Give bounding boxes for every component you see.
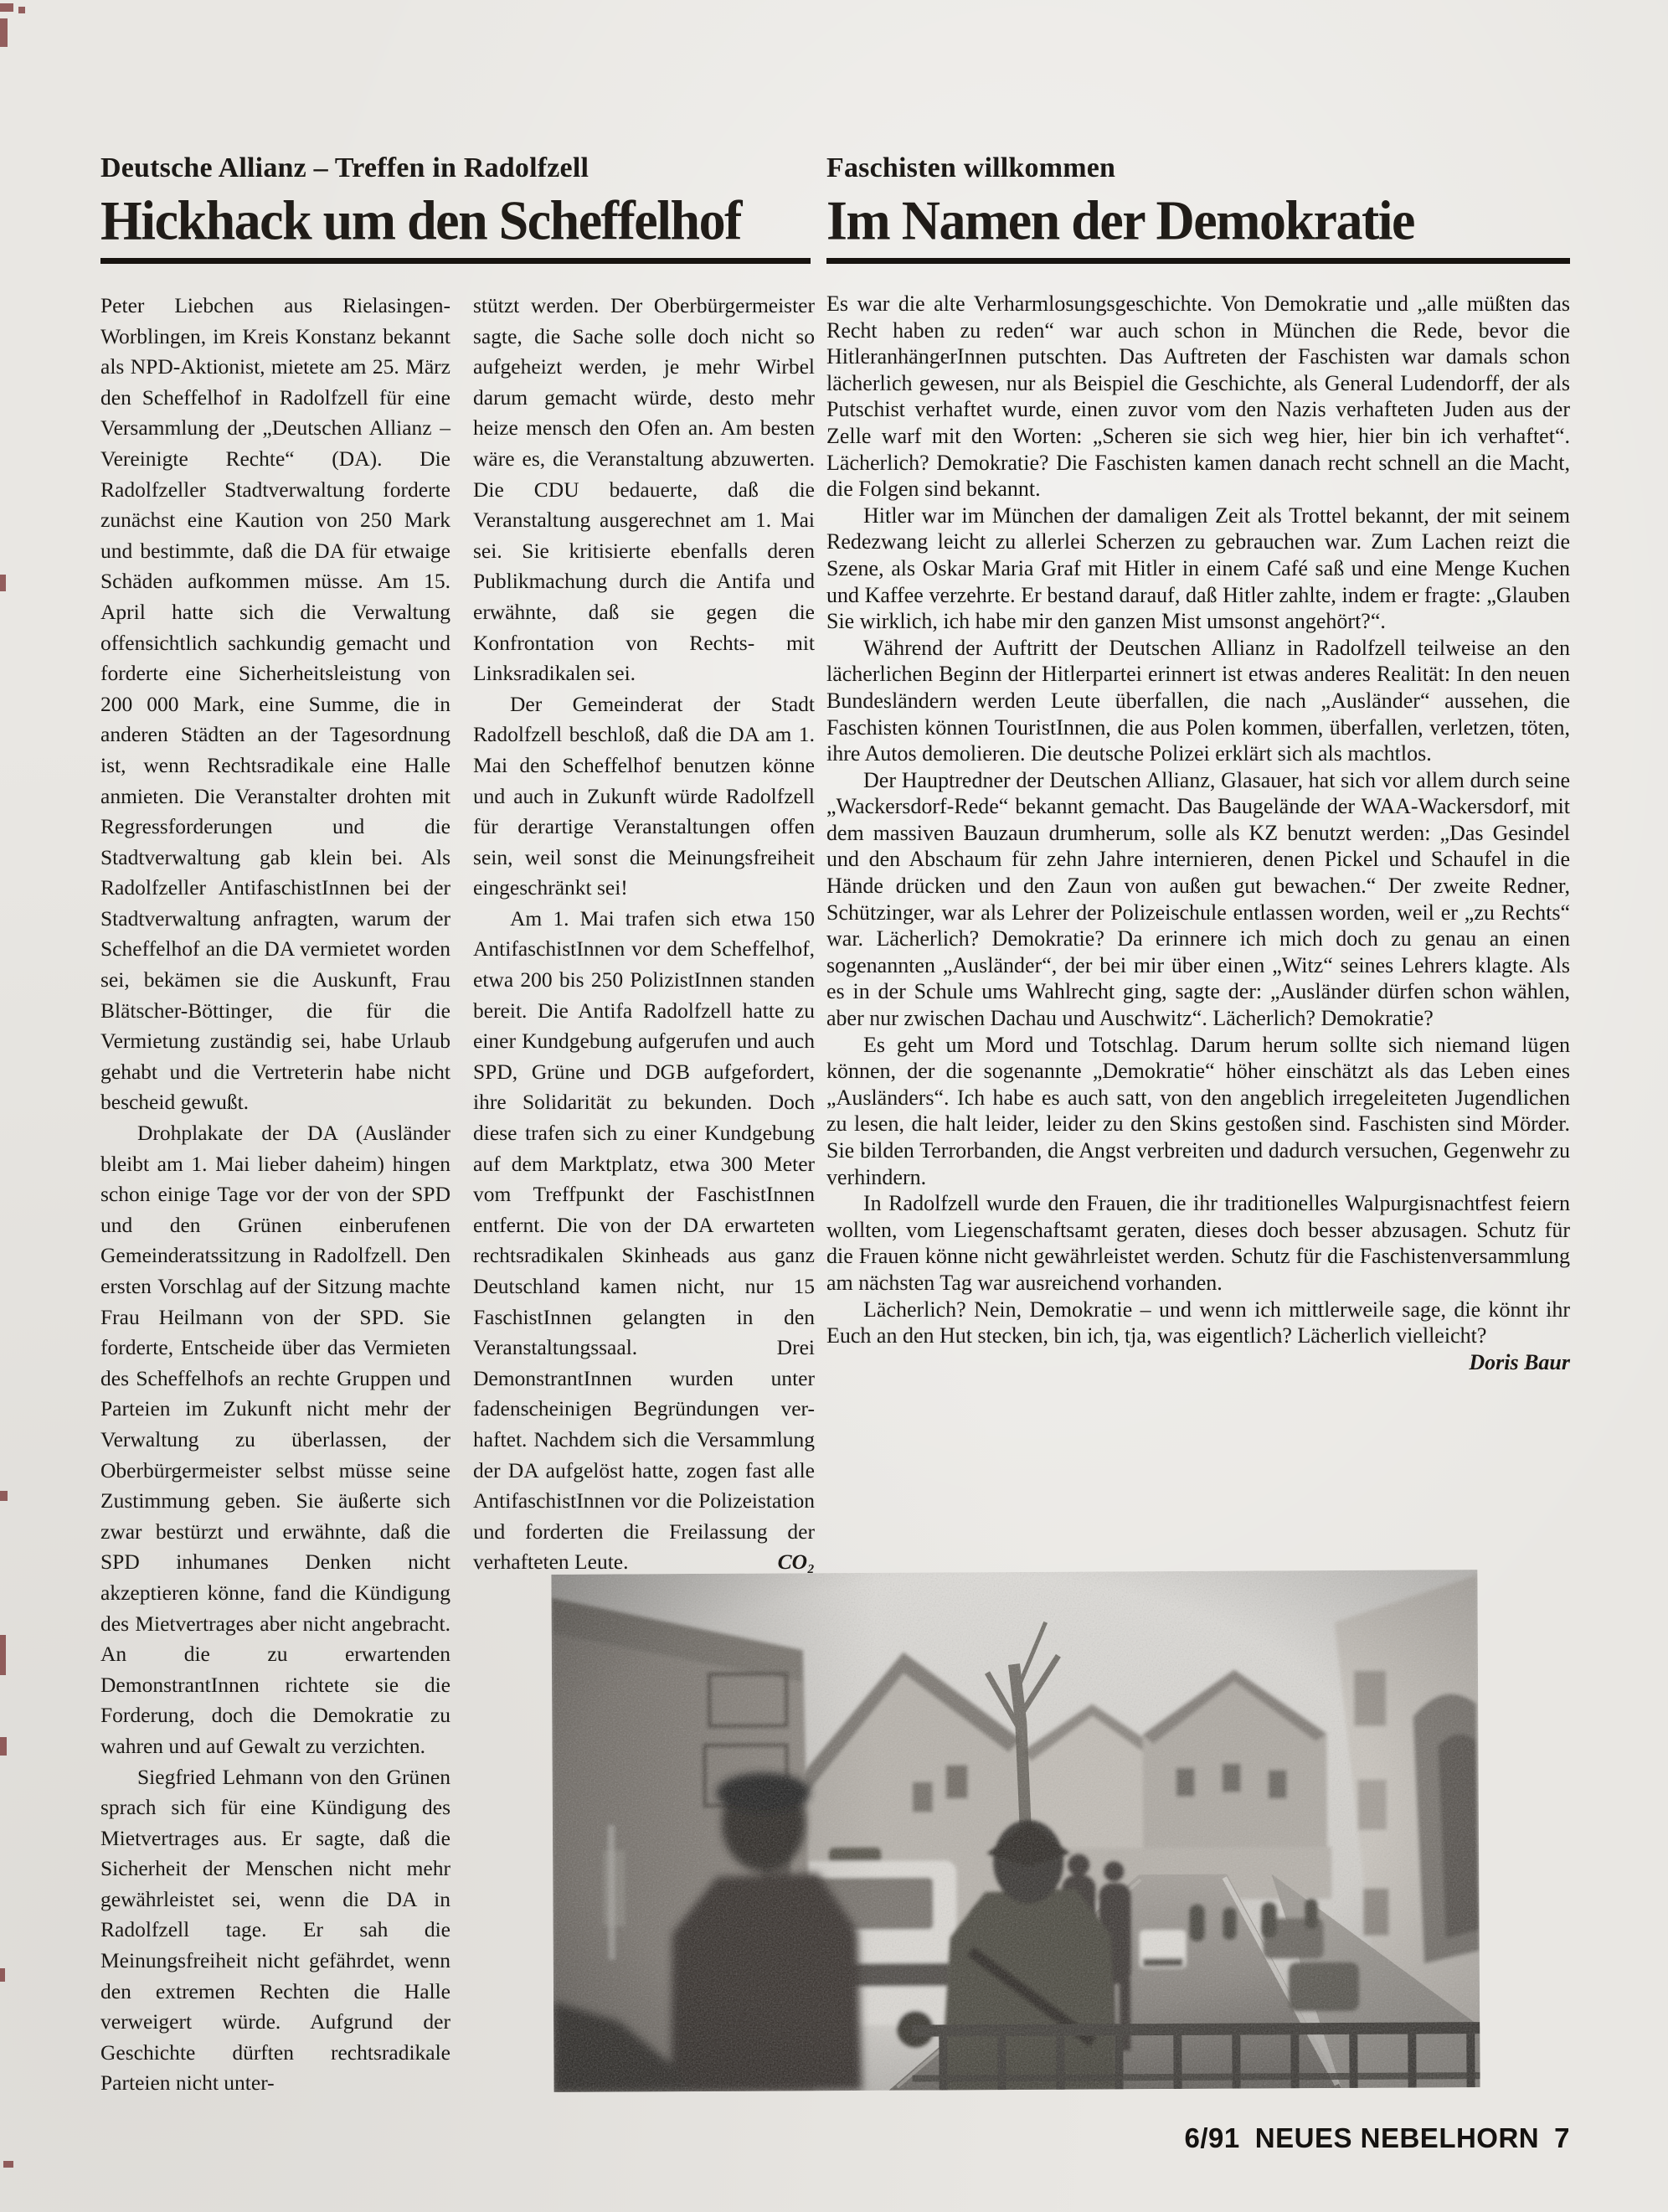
paragraph: Der Gemeinderat der Stadt Radolfzell beschloß, daß die DA am 1. Mai den Scheffelhof benutzen könne und auch in Zukunft würde Radolfzell für derartige Veranstaltungen offen sein, weil sonst die Meinungsfreiheit eingeschränkt sei! [473, 691, 815, 900]
paragraph: Drohplakate der DA (Ausländer bleibt am 1. Mai lieber daheim) hingen schon einige Tage vor der von der SPD und den Grünen einberufenen Gemeinderatssitzung in Radolfzell. Den ersten Vorschlag auf der Sitzung machte Frau Heilmann von der SPD. Sie forderte, Entscheide über das Vermieten des Scheffelhofs an rechte Gruppen und Parteien im Zukunft nicht mehr der Verwaltung zu überlassen, der Oberbürgermeister selbst müsse seine Zustimmung geben. Sie äußerte sich zwar bestürzt und erwähnte, daß die SPD inhumanes Denken nicht akzeptieren könne, fand die Kündigung des Mietvertrages aber nicht angebracht. An die zu erwartenden DemonstrantInnen richtete sie die Forderung, doch die Demokratie zu wahren und auf Gewalt zu verzichten. [100, 1121, 450, 1758]
left-article-column-1 [100, 291, 450, 2099]
right-article-kicker: Faschisten willkommen [826, 152, 1116, 183]
scan-mark [18, 7, 25, 13]
paragraph: Siegfried Lehmann von den Grünen sprach sich für eine Kündigung des Mietvertrages aus. Er sagte, daß die Sicherheit der Menschen nicht mehr gewährleistet sei, wenn die DA in Radolfzell tage. Er sah die Meinungsfreiheit nicht gefährdet, wenn den extremen Rechten die Halle verweigert würde. Aufgrund der Geschichte dürften rechtsradikale Parteien nicht unter- [100, 1764, 450, 2096]
scan-mark [0, 575, 6, 591]
paragraph: Peter Liebchen aus Rielasingen-Worblingen, im Kreis Konstanz bekannt als NPD-Aktionist, mietete am 25. März den Scheffelhof in Radolfzell für eine Versammlung der „Deutschen Allianz – Vereinigte Rechte“ (DA). Die Radolfzeller Stadtverwaltung forderte zunächst eine Kaution von 250 Mark und bestimmte, daß die DA für etwaige Schäden aufkommen müsse. Am 15. April hatte sich die Verwaltung offensichtlich sachkundig gemacht und forderte eine Sicherheitsleistung von 200 000 Mark, eine Summe, die in anderen Städten an der Tagesordnung ist, wenn Rechtsradikale eine Halle anmieten. Die Veranstalter drohten mit Regressforderungen und die Stadtverwaltung gab klein bei. Als Radolfzeller AntifaschistInnen bei der Stadtverwaltung anfragten, warum der Scheffelhof an die DA vermietet worden sei, bekämen sie die Auskunft, Frau Blätscher-Böttinger, die für die Vermietung zuständig sei, habe Urlaub gehabt und die Vertreterin habe nicht bescheid gewußt. [100, 293, 450, 1115]
scan-mark [0, 18, 8, 47]
scan-mark [0, 1635, 6, 1675]
paragraph: In Radolfzell wurde den Frauen, die ihr traditionelles Walpurgisnachtfest feiern wollten, vom Liegenschaftsamt geraten, dieses doch besser abzusagen. Schutz für die Frauen könne nicht gewährleistet werden. Schutz für die Faschistenversammlung am nächsten Tag war ausreichend vorhanden. [826, 1191, 1570, 1295]
photo-grain [551, 1570, 1480, 2092]
paragraph: Während der Auftritt der Deutschen Allianz in Radolfzell teilweise an den lächerlichen Beginn der Hitlerpartei erinnert ist etwas anderes Realität: In den neuen Bundesländern werden Leute überfallen, die nach „Ausländer“ aussehen, die Faschisten können TouristInnen, die aus Polen kommen, überfallen, verletzen, töten, ihre Autos demolieren. Die deutsche Polizei erklärt sich als machtlos. [826, 635, 1570, 766]
right-article-header [826, 152, 1570, 264]
right-article-byline: Doris Baur [1469, 1349, 1570, 1374]
paragraph: Es war die alte Verharmlosungsgeschichte. Von Demokratie und „alle müßten das Recht haben zu reden“ war auch schon in München die Rede, bevor die HitleranhängerInnen putschten. Das Auftreten der Faschisten war damals schon lächerlich gewesen, nur als Beispiel die Geschichte, als General Ludendorff, der als Putschist verhaftet wurde, einen zuvor vom den Nazis verhafteten Juden aus der Zelle warf mit den Worten: „Scheren sie sich weg hier, hier bin ich verhaftet“. Lächerlich? Demokratie? Die Faschisten kamen danach recht schnell an die Macht, die Folgen sind bekannt. [826, 291, 1570, 502]
paragraph: Hitler war im München der damaligen Zeit als Trottel bekannt, der mit seinem Redezwang leicht zu allerlei Scherzen zu gebrauchen war. Zum Lachen reizt die Szene, als Oskar Maria Graf mit Hitler in einem Café saß und eine Menge Kuchen und Kaffee verzehrte. Er bestand darauf, daß Hitler zahlte, indem er fragte: „Glauben Sie wirklich, ich habe mir den ganzen Mist umsonst angehört?“. [826, 503, 1570, 634]
street-photo [551, 1570, 1480, 2092]
footer-page-number: 7 [1554, 2122, 1570, 2153]
paragraph: Der Hauptredner der Deutschen Allianz, Glasauer, hat sich vor allem durch seine „Wackersdorf-Rede“ bekannt gemacht. Das Baugelände der WAA-Wackersdorf, mit dem massiven Bauzaun drumherum, solle als KZ benutzt werden: „Das Gesindel und den Abschaum für zehn Jahre internieren, denen Pickel und Schaufel in die Hände drücken und den Zaun von außen gut bewachen.“ Der zweite Redner, Schützinger, war als Lehrer der Polizeischule entlassen worden, weil er „zu Rechts“ war. Lächerlich? Demokratie? Da erinnere ich mich doch zu genau an einen sogenannten „Ausländer“, der bei mir über einen „Witz“ seines Lehrers klagte. Als es in der Schule ums Wahlrecht ging, sagte der: „Ausländer dürfen schon wählen, aber nur zwischen Dachau und Auschwitz“. Lächerlich? Demokratie? [826, 767, 1570, 1031]
scan-mark [0, 1968, 5, 1982]
left-article-column-2 [473, 291, 815, 1578]
footer-issue: 6/91 [1184, 2122, 1240, 2153]
scan-mark [0, 3, 13, 12]
paragraph: Lächerlich? Nein, Demokratie – und wenn ich mittlerweile sage, die könnt ihr Euch an den Hut stecken, bin ich, tja, was eigentlich? Lächerlich vielleicht? Doris Baur [826, 1297, 1570, 1374]
left-article-headline: Hickhack um den Scheffelhof [100, 189, 741, 252]
left-article-byline: CO₂ [777, 1549, 815, 1575]
scan-mark [3, 2161, 13, 2168]
scan-mark [0, 1737, 7, 1756]
footer-magazine-title: NEUES NEBELHORN [1254, 2122, 1540, 2153]
page-footer [826, 2122, 1570, 2154]
right-article-headline: Im Namen der Demokratie [826, 189, 1414, 252]
left-article-header [100, 152, 811, 264]
scan-mark [0, 1491, 8, 1501]
paragraph: stützt werden. Der Oberbürgermeister sagte, die Sache solle doch nicht so aufgeheizt werden, je mehr Wirbel darum gemacht würde, desto mehr heize mensch den Ofen an. Am besten wäre es, die Veranstaltung abzuwerten. Die CDU bedauerte, daß die Veranstaltung ausgerechnet am 1. Mai sei. Sie kritisierte ebenfalls deren Publikmachung durch die Antifa und erwähnte, daß sie gegen die Konfrontation von Rechts- mit Linksradikalen sei. [473, 293, 815, 686]
paragraph: Am 1. Mai trafen sich etwa 150 AntifaschistInnen vor dem Scheffelhof, etwa 200 bis 250 PolizistInnen standen bereit. Die Antifa Radolfzell hatte zu einer Kundgebung aufgerufen und auch SPD, Grüne und DGB aufgefordert, ihre Solidarität zu bekunden. Doch diese trafen sich zu einer Kundgebung auf dem Marktplatz, etwa 300 Meter vom Treffpunkt der FaschistInnen entfernt. Die von der DA erwarteten rechtsradikalen Skinheads aus ganz Deutschland kamen nicht, nur 15 FaschistInnen gelangten in den Veranstaltungssaal. Drei DemonstrantInnen wurden unter fadenscheinigen Begründungen ver- haftet. Nachdem sich die Versammlung der DA aufgelöst hatte, zogen fast alle AntifaschistInnen vor die Polizeistation und forderten die Freilassung der verhafteten Leute. CO₂ [473, 904, 815, 1578]
right-headline-rule [826, 258, 1570, 264]
paragraph: Es geht um Mord und Totschlag. Darum herum sollte sich niemand lügen können, der die sogenannte „Demokratie“ höher einschätzt als das Leben eines „Ausländers“. Ich habe es auch satt, von den angeblich irregeleiteten Jugendlichen zu lesen, die halt leider, leider zu den Skins gestoßen sind. Faschisten sind Mörder. Sie bilden Terrorbanden, die Angst verbreiten und dadurch versuchen, Gegenwehr zu verhindern. [826, 1032, 1570, 1189]
left-article-kicker: Deutsche Allianz – Treffen in Radolfzell [100, 152, 589, 183]
left-headline-rule [100, 258, 811, 264]
right-article-column [826, 291, 1570, 1375]
